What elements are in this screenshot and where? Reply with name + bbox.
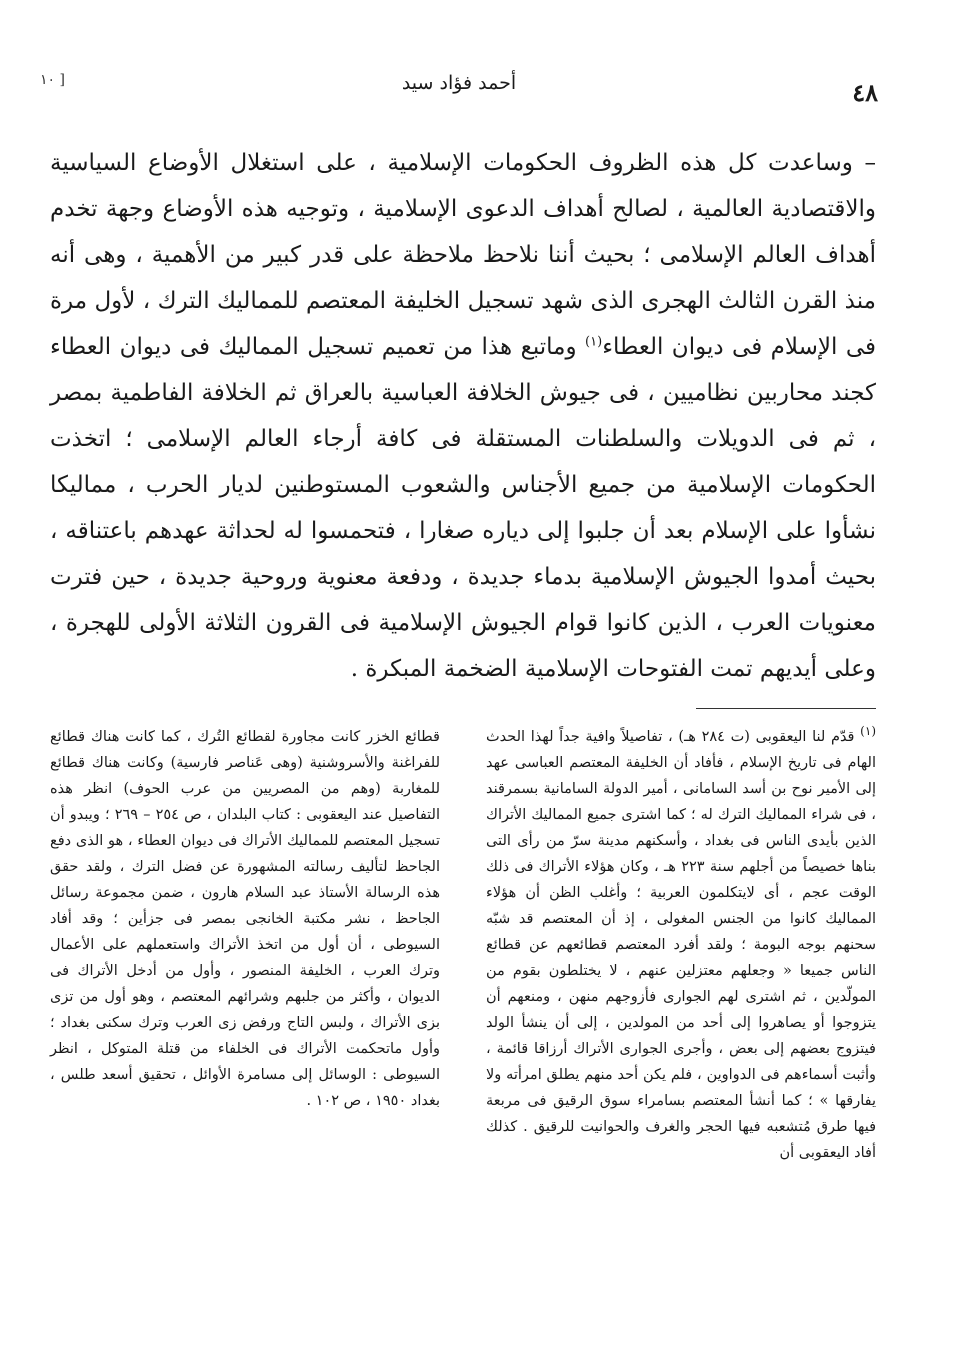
- footnote-column-left: [50, 724, 440, 1114]
- footnote-text-left: قطائع الخزر كانت مجاورة لقطائع التُرك ، كما كانت هناك قطائع للفراغنة والأسروشنية (وهى عَناصر فارسية) وكانت هناك قطائع للمغاربة (وهم من المصريين من عرب الحوف) انظر هذه التفاصيل عند اليعقوبى : كتاب البلدان ، ص ٢٥٤ – ٢٦٩ ؛ ويبدو أن تسجيل المعتصم للمماليك الأتراك فى ديوان العطاء ، هو الذى دفع الجاحظ لتأليف رسالته المشهورة عن فضل الترك ، ولقد حقق هذه الرسالة الأستاذ عبد السلام هارون ، ضمن مجموعة رسائل الجاحظ ، نشر مكتبة الخانجى بمصر فى جزأين ؛ وقد أفاد السيوطى ، أن أول من اتخذ الأتراك واستعملهم على الأعمال وترك العرب ، الخليفة المنصور ، وأول من أدخل الأتراك فى الديوان ، وأكثر من جلبهم وشرائهم المعتصم ، وهو أول من تزى بزى الأتراك ، ولبس التاج ورفض زى العرب وترك سكنى بغداد ؛ وأول ماتحكمت الأتراك فى الخلفاء من قتلة المتوكل ، انظر السيوطى : الوسائل إلى مسامرة الأوائل ، تحقيق أسعد طلس ، بغداد ١٩٥٠ ، ص ١٠٢ .: [50, 729, 441, 1109]
- footnote-column-right: [486, 724, 876, 1166]
- main-text-part-1: – وساعدت كل هذه الظروف الحكومات الإسلامية ، على استغلال الأوضاع السياسية والاقتصادية العالمية ، لصالح أهداف الدعوى الإسلامية ، وتوجيه هذه الأوضاع وجهة تخدم أهداف العالم الإسلامى ؛ بحيث أننا نلاحظ ملاحظة على قدر كبير من الأهمية ، وهى أنه منذ القرن الثالث الهجرى الذى شهد تسجيل الخليفة المعتصم للمماليك الترك ، لأول مرة فى الإسلام فى ديوان العطاء: [50, 150, 877, 360]
- page-header: [40, 70, 878, 110]
- page-number: ٤٨: [852, 78, 878, 107]
- main-paragraph: [50, 140, 876, 692]
- running-head: أحمد فؤاد سيد: [401, 72, 517, 94]
- footnote-separator-rule: [696, 708, 876, 709]
- footnote-marker: (١): [860, 724, 876, 739]
- signature-mark: [ ١٠: [40, 72, 65, 88]
- main-text-part-2: وماتبع هذا من تعميم تسجيل المماليك فى ديوان العطاء كجند محاربين نظاميين ، فى جيوش الخلافة العباسية بالعراق ثم الخلافة الفاطمية بمصر ، ثم فى الدويلات والسلطنات المستقلة فى كافة أرجاء العالم الإسلامى ؛ اتخذت الحكومات الإسلامية من جميع الأجناس والشعوب المستوطنين لديار الحرب ، مماليكا نشأوا على الإسلام بعد أن جلبوا إلى دياره صغارا ، فتحمسوا له لحداثة عهدهم باعتناقه ، بحيث أمدوا الجيوش الإسلامية بدماء جديدة ، ودفعة معنوية وروحية جديدة ، حين فترت معنويات العرب ، الذين كانوا قوام الجيوش الإسلامية فى القرون الثلاثة الأولى للهجرة ، وعلى أيديهم تمت الفتوحات الإسلامية الضخمة المبكرة .: [50, 334, 876, 682]
- footnote-text-right: قدّم لنا اليعقوبى (ت ٢٨٤ هـ) ، تفاصيلاً وافية جداً لهذا الحدث الهام فى تاريخ الإسلام ، فأفاد أن الخليفة المعتصم العباسى عهد إلى الأمير نوح بن أسد السامانى ، أمير الدولة السامانية بسمرقند ، فى شراء المماليك الترك له ؛ كما اشترى جميع المماليك الأتراك الذين بأيدى الناس فى بغداد ، وأسكنهم مدينة سرّ من رأى التى بناها خصيصاً من أجلهم سنة ٢٢٣ هـ ، وكان هؤلاء الأتراك فى ذلك الوقت عجم ، أى لايتكلمون العربية ؛ وأغلب الظن أن هؤلاء المماليك كانوا من الجنس المغولى ، إذ أن المعتصم قد شبّه سحنهم بوجه البومة ؛ ولقد أفرد المعتصم قطائعهم عن قطائع الناس جميعا « وجعلهم معتزلين عنهم ، لا يختلطون بقوم من المولّدين ، ثم اشترى لهم الجوارى فأزوجهم منهن ، ومنعهم أن يتزوجوا أو يصاهروا إلى أحد من المولدين ، إلى أن ينشأ الولد فيتزوج بعضهم إلى بعض ، وأجرى الجوارى الأتراك أرزاقا قائمة ، وأثبت أسماءهم فى الدواوين ، فلم يكن أحد منهم يطلق امرأته ولا يفارقها » ؛ كما أنشأ المعتصم بسامراء سوق الرقيق فى مربعة فيها طرق مُتشعبه فيها الحجر والغرف والحوانيت للرقيق . كذلك أفاد اليعقوبى أن: [486, 729, 877, 1161]
- footnotes-section: [50, 708, 876, 1298]
- footnote-reference: (١): [585, 334, 603, 350]
